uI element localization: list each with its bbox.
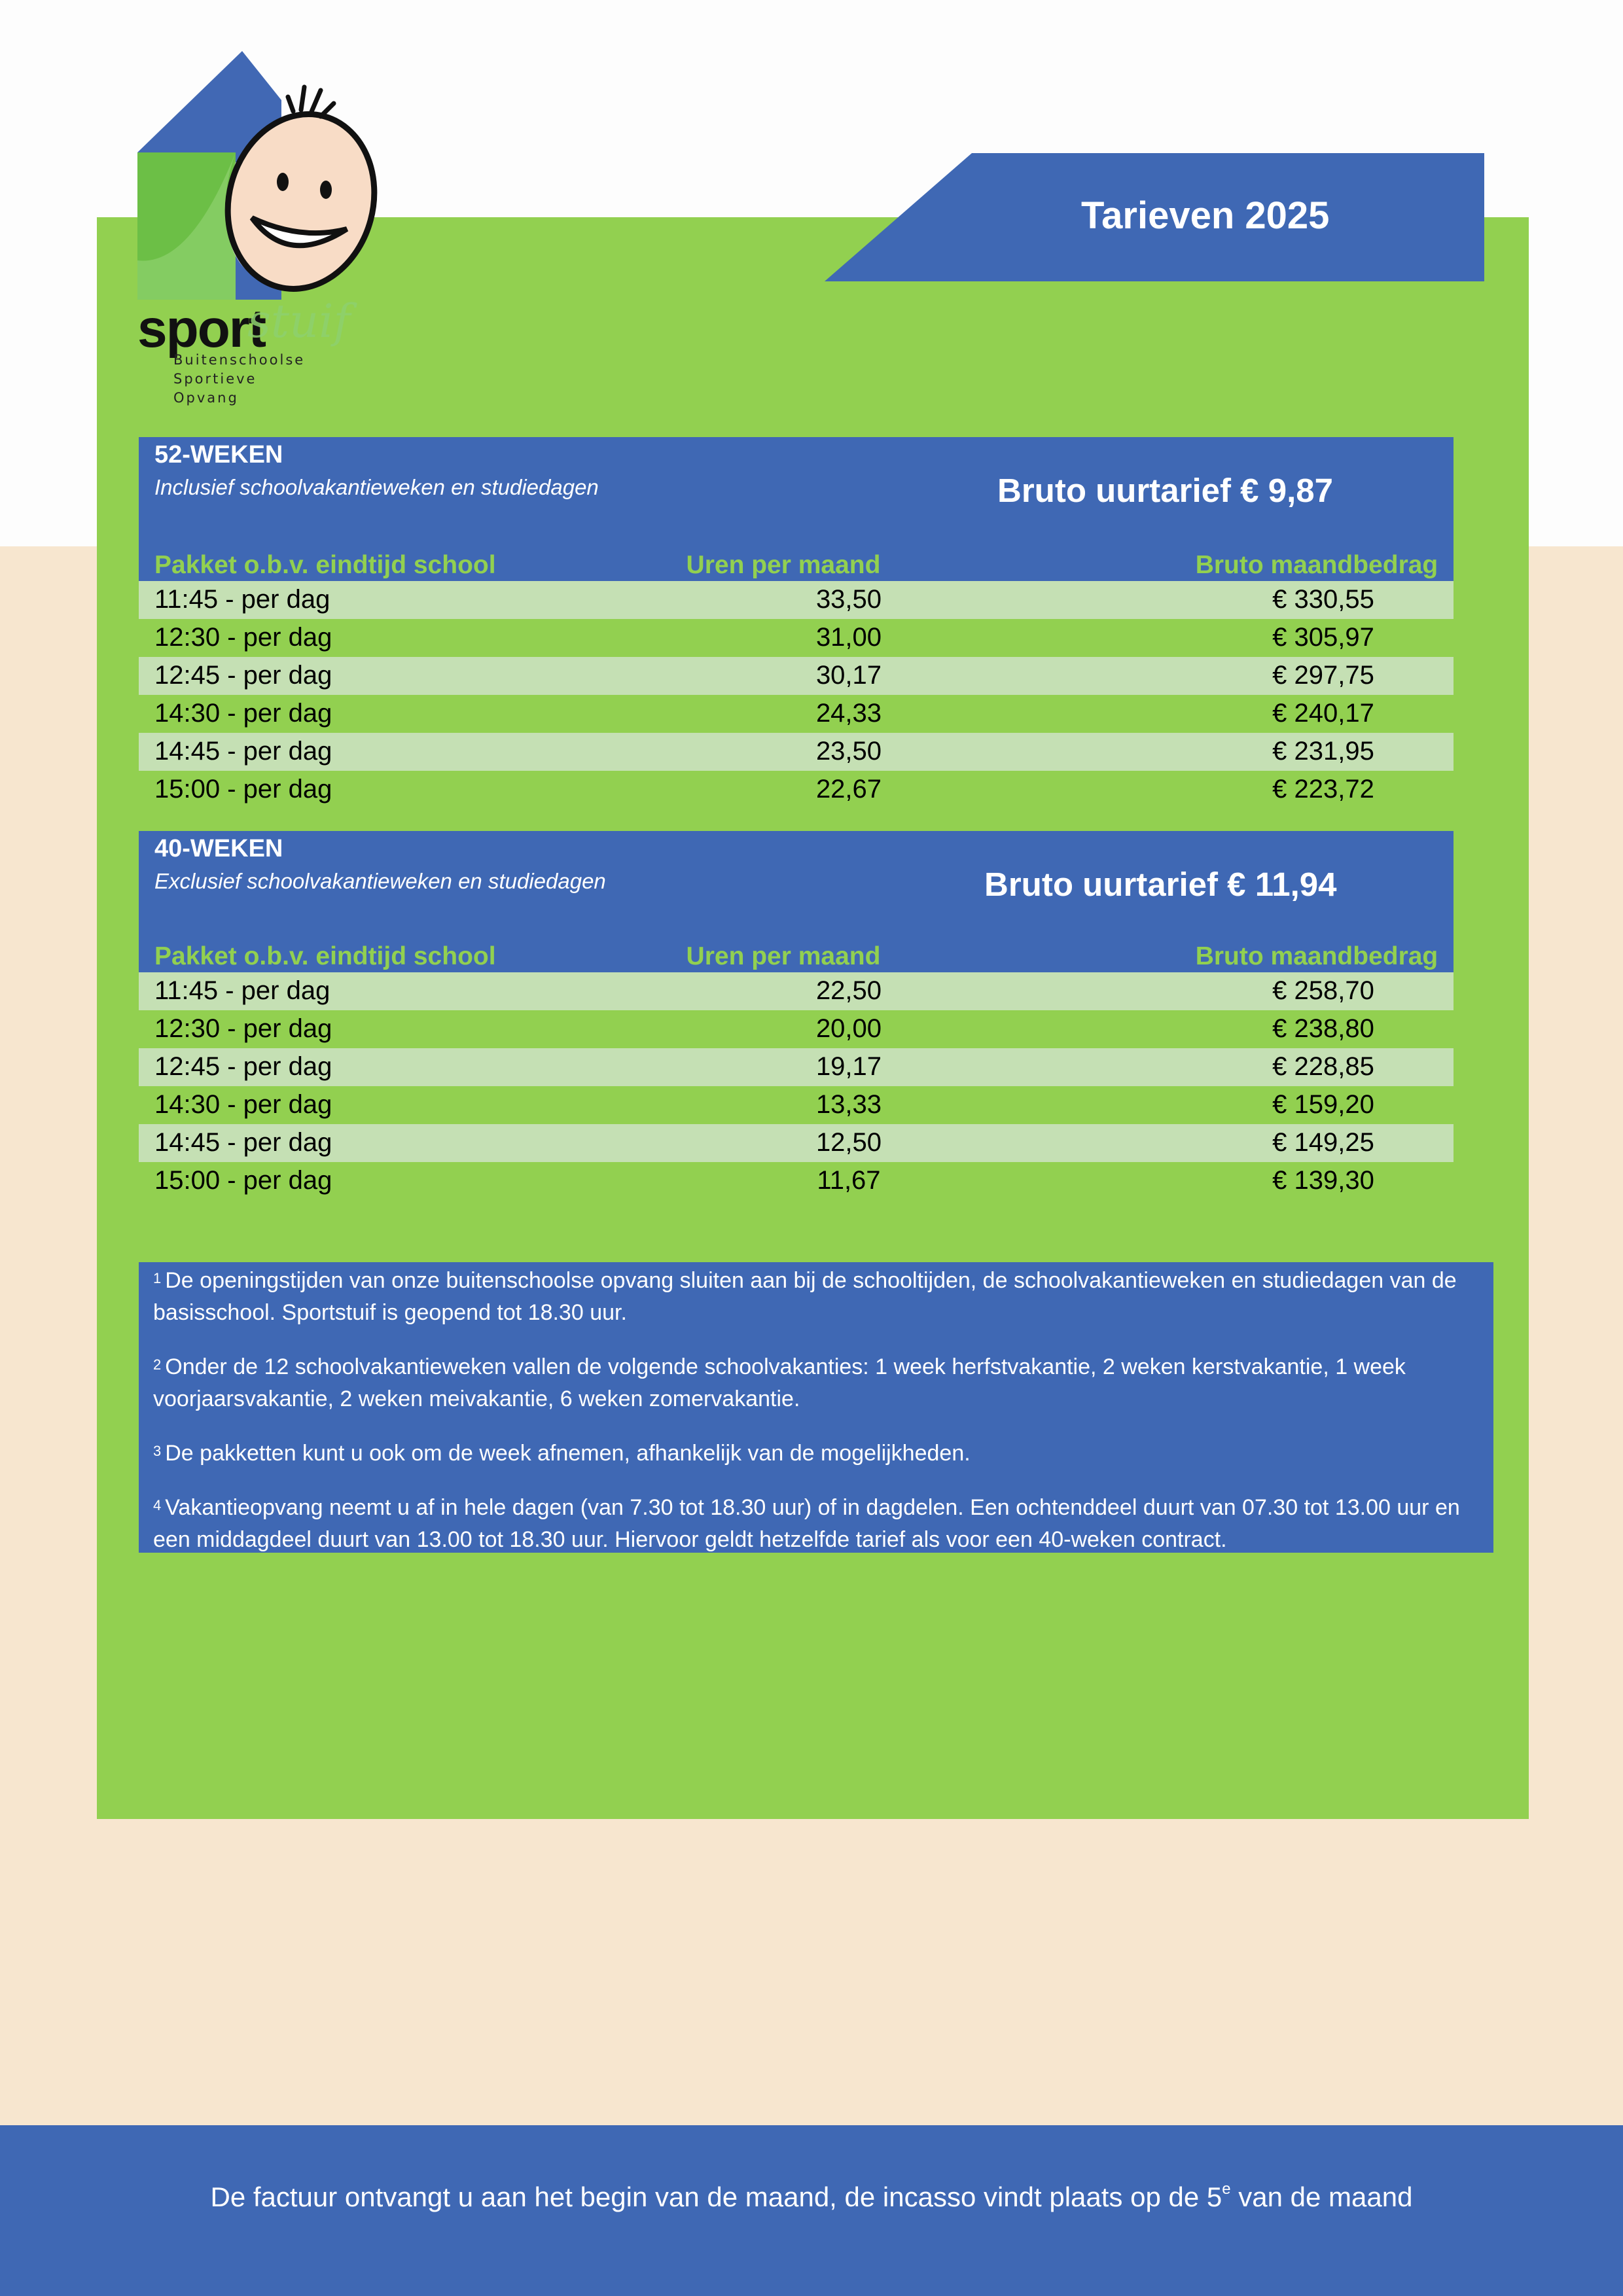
cell-amount: € 139,30 bbox=[1272, 1166, 1374, 1195]
column-header-hours: Uren per maand bbox=[686, 551, 881, 579]
cell-hours: 22,67 bbox=[815, 775, 882, 804]
footnote bbox=[153, 1438, 1479, 1470]
logo-word-stuif: stuif bbox=[247, 294, 351, 348]
footer-text-superscript: e bbox=[1222, 2180, 1231, 2198]
logo-subtitle bbox=[173, 351, 305, 408]
title-banner bbox=[825, 153, 1484, 281]
footnotes-box bbox=[139, 1262, 1493, 1553]
table-header bbox=[139, 831, 1454, 972]
footer-text-main: De factuur ontvangt u aan het begin van de maand, de incasso vindt plaats op de 5 bbox=[210, 2181, 1222, 2212]
footnote-text: De openingstijden van onze buitenschoolse opvang sluiten aan bij de schooltijden, de schoolvakantieweken en studiedagen van de basisschool. Sportstuif is geopend tot 18.30 uur. bbox=[153, 1268, 1457, 1325]
table-row bbox=[139, 1048, 1454, 1086]
table-row bbox=[139, 695, 1454, 733]
cell-hours: 30,17 bbox=[815, 661, 882, 690]
cell-package: 15:00 - per dag bbox=[154, 775, 332, 804]
cell-amount: € 228,85 bbox=[1272, 1052, 1374, 1081]
table-title: 40-WEKEN bbox=[154, 835, 283, 862]
table-row bbox=[139, 581, 1454, 619]
footer-text bbox=[0, 2181, 1623, 2213]
cell-amount: € 149,25 bbox=[1272, 1128, 1374, 1157]
cell-hours: 23,50 bbox=[815, 737, 882, 766]
table-row bbox=[139, 771, 1454, 809]
cell-package: 12:30 - per dag bbox=[154, 623, 332, 652]
cell-hours: 31,00 bbox=[815, 623, 882, 652]
footer-text-end: van de maand bbox=[1230, 2181, 1413, 2212]
logo-subtitle-line: Sportieve bbox=[173, 371, 257, 387]
table-subtitle: Inclusief schoolvakantieweken en studiedagen bbox=[154, 475, 599, 499]
cell-package: 14:30 - per dag bbox=[154, 699, 332, 728]
cell-amount: € 297,75 bbox=[1272, 661, 1374, 690]
column-header-hours: Uren per maand bbox=[686, 942, 881, 970]
footnote bbox=[153, 1492, 1479, 1556]
cell-hours: 19,17 bbox=[815, 1052, 882, 1081]
table-row bbox=[139, 1010, 1454, 1048]
table-row bbox=[139, 1086, 1454, 1124]
footnote-text: Onder de 12 schoolvakantieweken vallen de volgende schoolvakanties: 1 week herfstvakantie, 2 weken kerstvakantie, 1 week voorjaarsvakantie, 2 weken meivakantie, 6 weken zomervakantie. bbox=[153, 1354, 1406, 1411]
cell-amount: € 258,70 bbox=[1272, 976, 1374, 1005]
table-row bbox=[139, 733, 1454, 771]
hourly-rate: Bruto uurtarief € 9,87 bbox=[997, 472, 1333, 509]
cell-hours: 20,00 bbox=[815, 1014, 882, 1043]
cell-amount: € 159,20 bbox=[1272, 1090, 1374, 1119]
column-header-package: Pakket o.b.v. eindtijd school bbox=[154, 551, 496, 579]
rate-table-40-weeks bbox=[139, 831, 1454, 1200]
footnote bbox=[153, 1351, 1479, 1415]
cell-package: 12:30 - per dag bbox=[154, 1014, 332, 1043]
footnote-text: De pakketten kunt u ook om de week afnemen, afhankelijk van de mogelijkheden. bbox=[165, 1441, 971, 1466]
cell-package: 14:30 - per dag bbox=[154, 1090, 332, 1119]
logo-subtitle-line: Opvang bbox=[173, 390, 239, 406]
hourly-rate: Bruto uurtarief € 11,94 bbox=[984, 866, 1337, 903]
footnote-text: Vakantieopvang neemt u af in hele dagen (van 7.30 tot 18.30 uur) of in dagdelen. Een ochtenddeel duurt van 07.30 tot 13.00 uur en een middagdeel duurt van 13.00 tot 18.30 uur. Hiervoor geldt hetzelfde tarief als voor een 40-weken contract. bbox=[153, 1495, 1460, 1552]
table-subtitle: Exclusief schoolvakantieweken en studiedagen bbox=[154, 869, 606, 893]
column-header-amount: Bruto maandbedrag bbox=[1195, 551, 1438, 579]
cell-hours: 12,50 bbox=[815, 1128, 882, 1157]
footnote bbox=[153, 1262, 1479, 1329]
footnote-number: 1 bbox=[153, 1270, 162, 1286]
footer-bar bbox=[0, 2125, 1623, 2296]
table-title: 52-WEKEN bbox=[154, 441, 283, 468]
cell-package: 14:45 - per dag bbox=[154, 737, 332, 766]
column-header-amount: Bruto maandbedrag bbox=[1195, 942, 1438, 970]
table-row bbox=[139, 1124, 1454, 1162]
table-row bbox=[139, 619, 1454, 657]
cell-package: 12:45 - per dag bbox=[154, 1052, 332, 1081]
cell-package: 11:45 - per dag bbox=[154, 585, 330, 614]
table-header bbox=[139, 437, 1454, 581]
cell-hours: 33,50 bbox=[815, 585, 882, 614]
logo-mascot-icon bbox=[137, 51, 386, 300]
cell-hours: 11,67 bbox=[817, 1166, 881, 1195]
table-row bbox=[139, 972, 1454, 1010]
page-title: Tarieven 2025 bbox=[1081, 194, 1330, 237]
table-row bbox=[139, 657, 1454, 695]
logo-word-sport: sport bbox=[137, 299, 265, 359]
cell-amount: € 231,95 bbox=[1272, 737, 1374, 766]
footnote-number: 2 bbox=[153, 1356, 162, 1373]
cell-amount: € 223,72 bbox=[1272, 775, 1374, 804]
cell-amount: € 330,55 bbox=[1272, 585, 1374, 614]
cell-amount: € 238,80 bbox=[1272, 1014, 1374, 1043]
rate-table-52-weeks bbox=[139, 437, 1454, 809]
cell-hours: 24,33 bbox=[815, 699, 882, 728]
cell-package: 15:00 - per dag bbox=[154, 1166, 332, 1195]
column-header-package: Pakket o.b.v. eindtijd school bbox=[154, 942, 496, 970]
cell-hours: 13,33 bbox=[815, 1090, 882, 1119]
table-row bbox=[139, 1162, 1454, 1200]
cell-package: 11:45 - per dag bbox=[154, 976, 330, 1005]
cell-amount: € 305,97 bbox=[1272, 623, 1374, 652]
cell-amount: € 240,17 bbox=[1272, 699, 1374, 728]
footnote-number: 3 bbox=[153, 1443, 162, 1459]
cell-hours: 22,50 bbox=[815, 976, 882, 1005]
logo-subtitle-line: Buitenschoolse bbox=[173, 352, 306, 368]
cell-package: 14:45 - per dag bbox=[154, 1128, 332, 1157]
footnote-number: 4 bbox=[153, 1497, 162, 1513]
sportstuif-logo bbox=[137, 51, 386, 411]
cell-package: 12:45 - per dag bbox=[154, 661, 332, 690]
